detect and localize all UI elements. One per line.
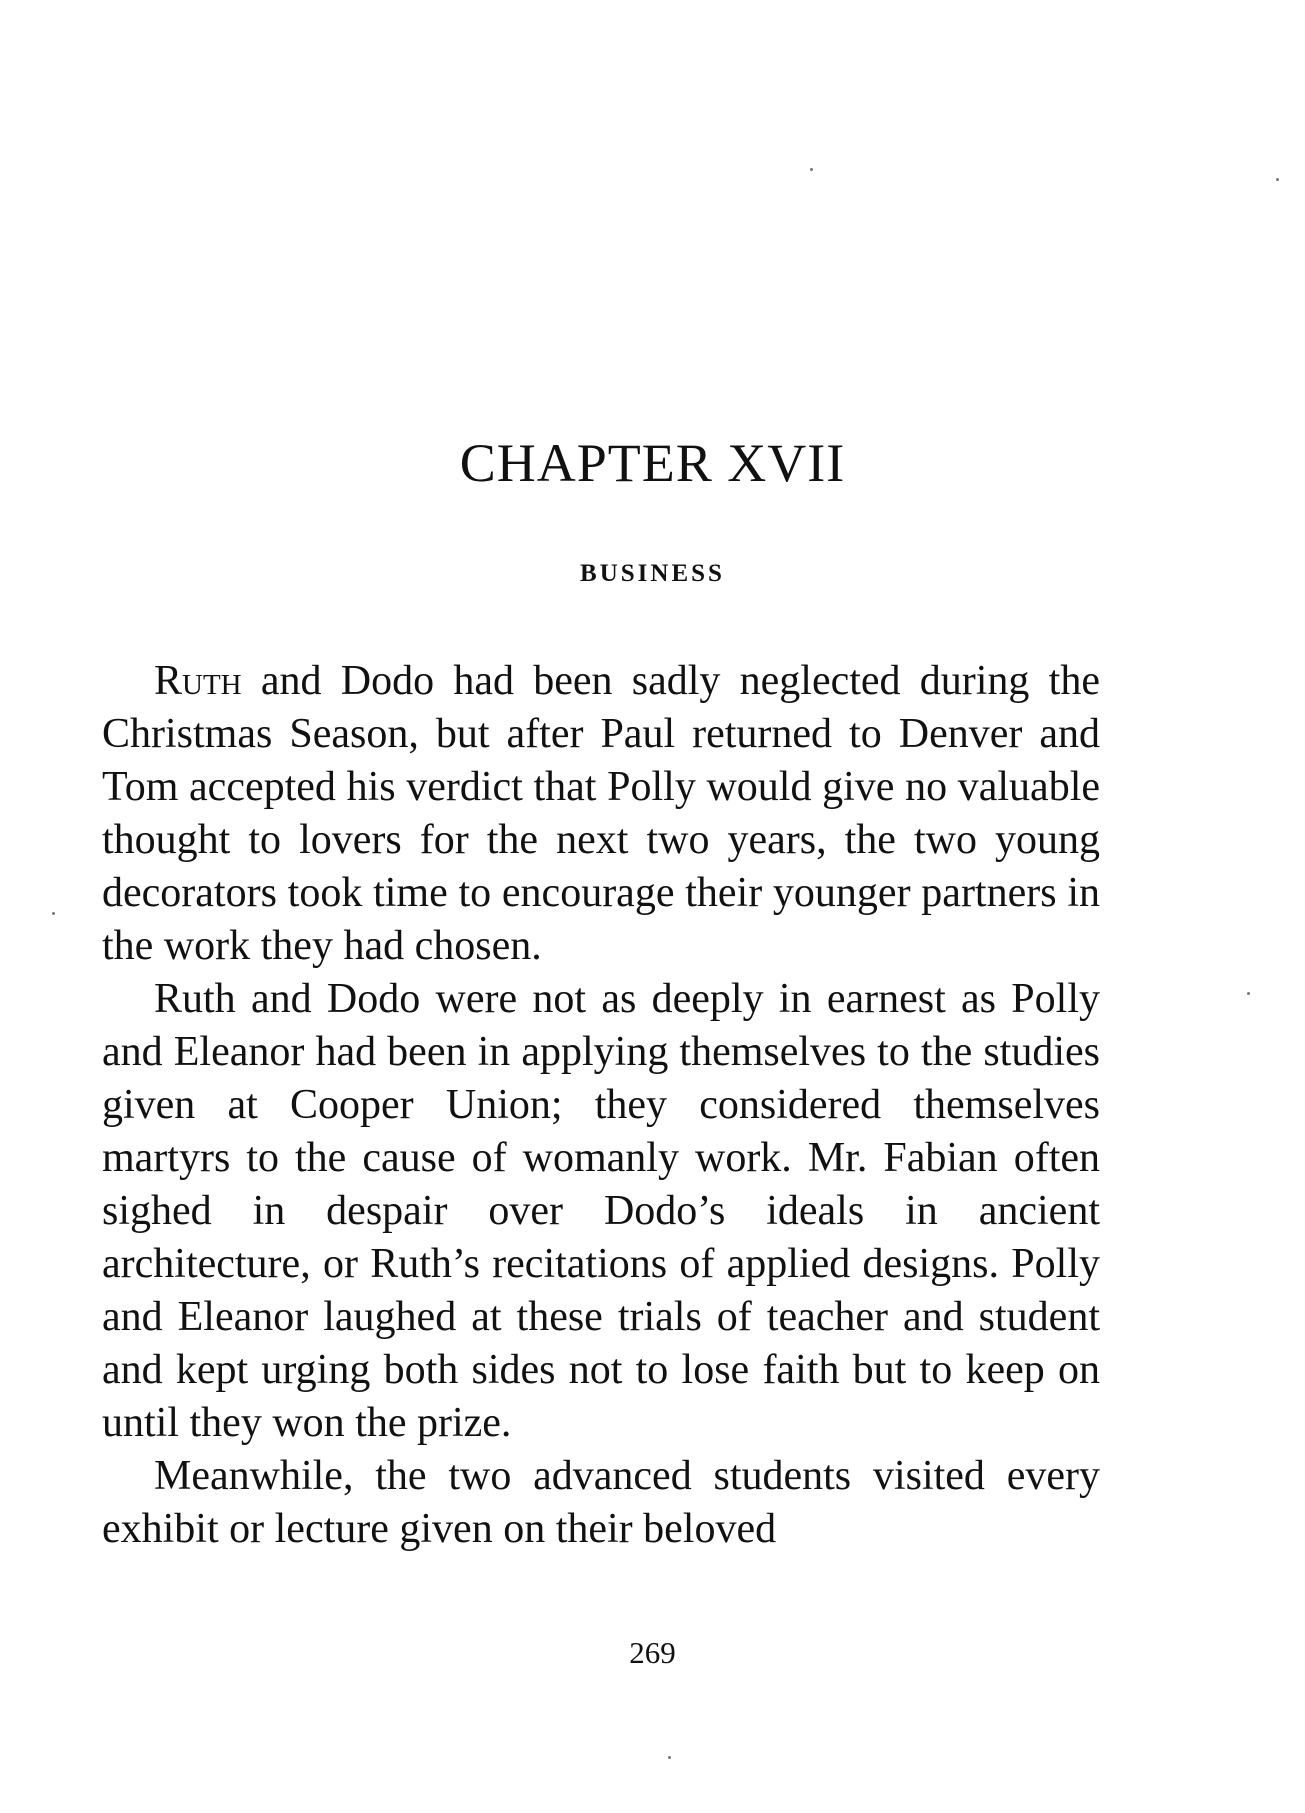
scan-speck (1276, 178, 1279, 181)
lead-word: Ruth (154, 658, 242, 704)
body-text (102, 655, 1100, 1556)
paragraph-text: and Dodo had been sadly neglected during the Christmas Season, but after Paul returned to Denver and Tom accepted his verdict that Polly would give no valuable thought to lovers for the next two years, the two young decorators took time to encourage their younger partners in the work they had chosen. (102, 658, 1100, 969)
page-number: 269 (629, 1635, 676, 1670)
paragraph: Ruth and Dodo were not as deeply in earnest as Polly and Eleanor had been in applying themselves to the studies given at Cooper Union; they considered themselves martyrs to the cause of womanly work. Mr. Fabian often sighed in despair over Dodo’s ideals in ancient architecture, or Ruth’s recitations of applied designs. Polly and Eleanor laughed at these trials of teacher and student and kept urging both sides not to lose faith but to keep on until they won the prize. (102, 976, 1100, 1446)
scan-speck (810, 168, 813, 171)
scan-speck (1247, 992, 1250, 995)
scan-speck (668, 1756, 671, 1759)
paragraph: Meanwhile, the two advanced students visited every exhibit or lecture given on their beloved (102, 1453, 1100, 1552)
section-title: BUSINESS (580, 560, 725, 587)
chapter-title: CHAPTER XVII (459, 433, 846, 493)
paragraph (102, 655, 1100, 973)
scan-speck (52, 912, 55, 915)
